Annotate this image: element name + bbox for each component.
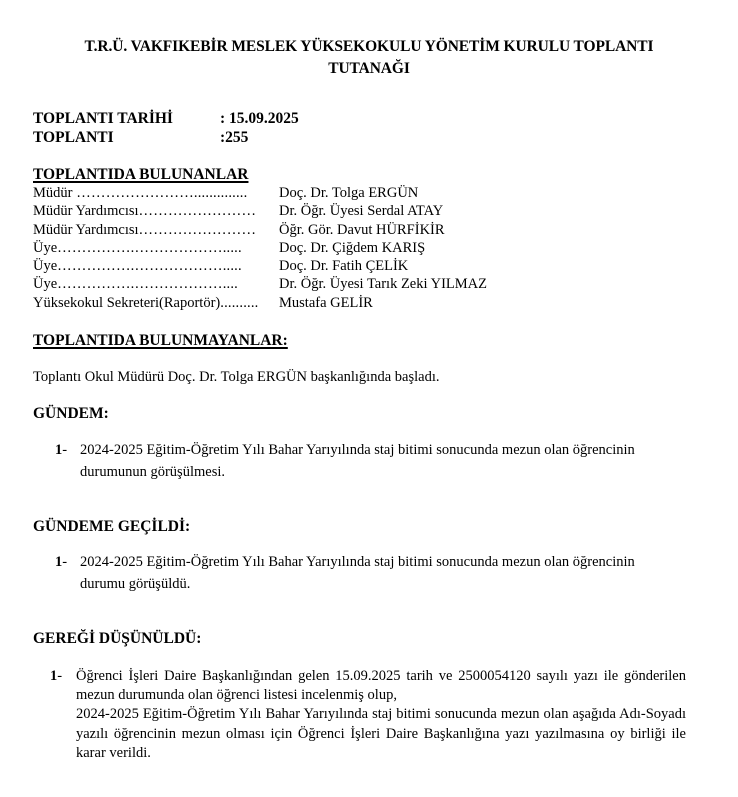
attendee-row (33, 221, 487, 239)
attendee-name: Doç. Dr. Fatih ÇELİK (279, 258, 409, 275)
attendee-row (33, 275, 487, 293)
meeting-date-label: TOPLANTI TARİHİ (33, 110, 173, 127)
attendee-role: Üye (33, 258, 58, 275)
attendee-role: Müdür Yardımcısı (33, 203, 139, 220)
opening-text: Toplantı Okul Müdürü Doç. Dr. Tolga ERGÜN başkanlığında başladı. (33, 369, 440, 385)
attendee-role: Müdür (33, 185, 73, 201)
attendees-heading: TOPLANTIDA BULUNANLAR (33, 166, 249, 183)
decision-text (76, 667, 686, 763)
attendee-row (33, 184, 487, 202)
item-dash: - (57, 668, 63, 684)
attendee-name: Doç. Dr. Tolga ERGÜN (279, 185, 419, 201)
meeting-number-value: :255 (220, 129, 249, 146)
attendee-role: Yüksekokul Sekreteri(Raportör) (33, 294, 221, 311)
dot-leader: .......... (220, 294, 259, 311)
attendee-role: Müdür Yardımcısı (33, 221, 139, 238)
attendee-name: Dr. Öğr. Üyesi Tarık Zeki YILMAZ (279, 276, 487, 293)
dot-leader: …………….………………..... (57, 258, 242, 275)
title-line-2: TUTANAĞI (328, 60, 410, 77)
dot-leader: …………….………………..... (57, 239, 242, 256)
attendee-row (33, 257, 487, 275)
agenda-passed-item (55, 552, 640, 595)
absentees-heading: TOPLANTIDA BULUNMAYANLAR: (33, 332, 288, 349)
dot-leader: …………………….............. (72, 185, 248, 201)
attendee-row (33, 202, 487, 220)
attendee-name: Öğr. Gör. Davut HÜRFİKİR (279, 221, 445, 238)
attendees-list (33, 184, 487, 312)
attendee-name: Dr. Öğr. Üyesi Serdal ATAY (279, 203, 444, 220)
dot-leader: …………………… (138, 221, 257, 238)
item-number: 1 (55, 442, 63, 458)
document-title (0, 36, 738, 80)
title-line-1: T.R.Ü. VAKFIKEBİR MESLEK YÜKSEKOKULU YÖNETİM KURULU TOPLANTI (84, 38, 654, 55)
agenda-item (55, 440, 640, 483)
attendee-name: Doç. Dr. Çiğdem KARIŞ (279, 239, 426, 256)
dot-leader: …………….……………….... (57, 276, 238, 293)
item-number: 1 (50, 668, 58, 684)
attendee-row (33, 294, 487, 312)
item-text: 2024-2025 Eğitim-Öğretim Yılı Bahar Yarıyılında staj bitimi sonucunda mezun olan öğrencinin durumunun görüşülmesi. (80, 442, 635, 480)
decision-item (50, 667, 686, 763)
item-dash: - (62, 554, 68, 570)
attendee-role: Üye (33, 239, 58, 256)
item-text: 2024-2025 Eğitim-Öğretim Yılı Bahar Yarıyılında staj bitimi sonucunda mezun olan öğrencinin durumu görüşüldü. (80, 554, 635, 592)
attendee-role: Üye (33, 276, 58, 293)
item-number: 1 (55, 554, 63, 570)
decision-heading: GEREĞİ DÜŞÜNÜLDÜ: (33, 630, 202, 647)
agenda-heading: GÜNDEM: (33, 405, 109, 422)
meeting-date-value: : 15.09.2025 (220, 110, 299, 127)
meeting-number-label: TOPLANTI (33, 129, 114, 146)
attendee-name: Mustafa GELİR (279, 294, 373, 311)
agenda-passed-heading: GÜNDEME GEÇİLDİ: (33, 518, 191, 535)
item-dash: - (62, 442, 68, 458)
decision-paragraph-2: 2024-2025 Eğitim-Öğretim Yılı Bahar Yarıyılında staj bitimi sonucunda mezun olan aşağıda Adı-Soyadı yazılı öğrencinin mezun olması için Öğrenci İşleri Daire Başkanlığına yazı yazılmasına oy birliği ile karar verildi. (76, 706, 686, 761)
meeting-number-row (33, 128, 299, 147)
meeting-meta (33, 109, 299, 147)
dot-leader: …………………… (138, 203, 257, 220)
decision-paragraph-1: Öğrenci İşleri Daire Başkanlığından gelen 15.09.2025 tarih ve 2500054120 sayılı yazı ile gönderilen mezun durumunda olan öğrenci listesi incelenmiş olup, (76, 668, 686, 704)
attendee-row (33, 239, 487, 257)
meeting-date-row (33, 109, 299, 128)
